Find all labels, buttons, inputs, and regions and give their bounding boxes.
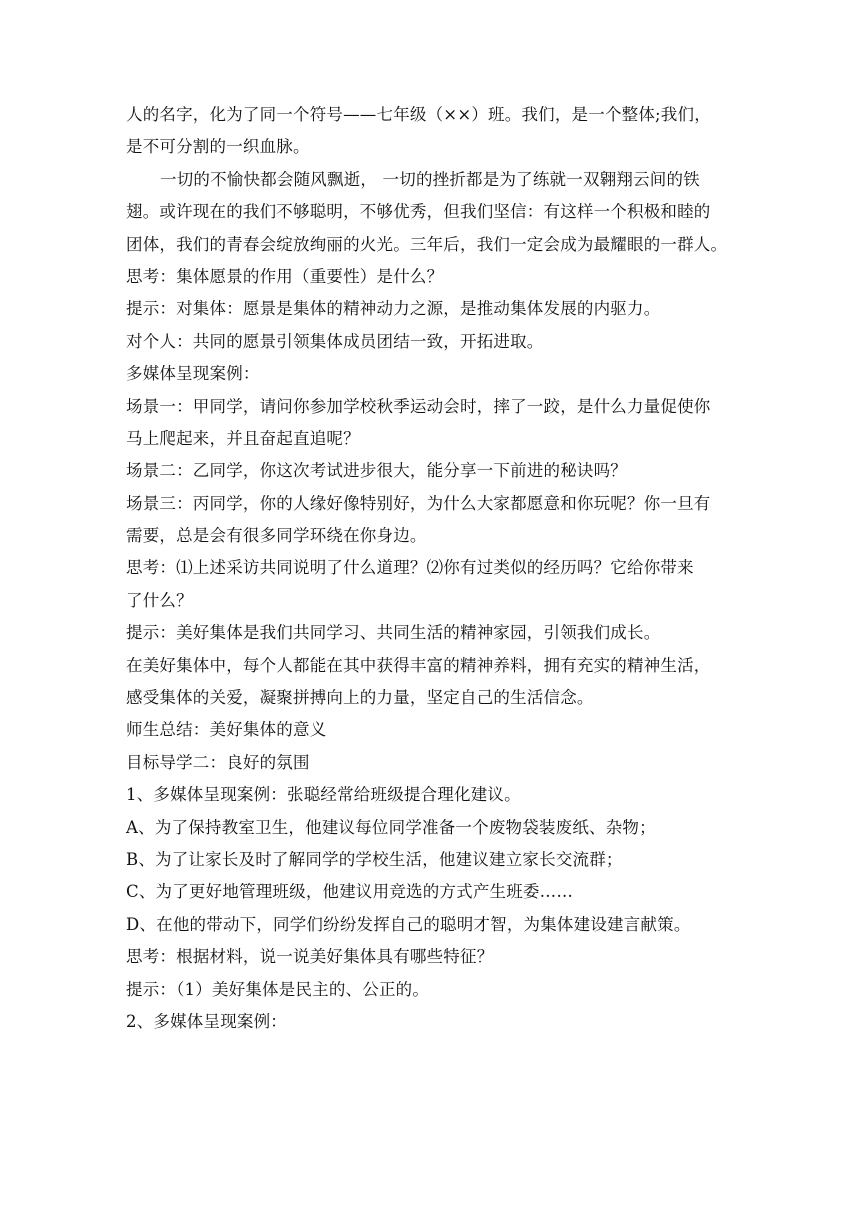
text-line: 多媒体呈现案例： — [126, 364, 260, 384]
text-line: A、为了保持教室卫生，他建议每位同学准备一个废物袋装废纸、杂物； — [126, 817, 656, 837]
text-line: 一切的不愉快都会随风飘逝， 一切的挫折都是为了练就一双翱翔云间的铁 — [160, 169, 700, 189]
text-line: 在美好集体中，每个人都能在其中获得丰富的精神养料，拥有充实的精神生活， — [126, 655, 711, 675]
text-line: 对个人：共同的愿景引领集体成员团结一致，开拓进取。 — [126, 331, 544, 351]
text-line: 师生总结：美好集体的意义 — [126, 720, 327, 740]
text-line: 提示：（1）美好集体是民主的、公正的。 — [126, 979, 430, 999]
text-line: 提示：美好集体是我们共同学习、共同生活的精神家园，引领我们成长。 — [126, 623, 661, 643]
text-line: B、为了让家长及时了解同学的学校生活，他建议建立家长交流群； — [126, 849, 623, 869]
text-line: 了什么？ — [126, 590, 193, 610]
text-line: 翅。或许现在的我们不够聪明，不够优秀，但我们坚信：有这样一个积极和睦的 — [126, 202, 711, 222]
text-line: 场景三：丙同学，你的人缘好像特别好，为什么大家都愿意和你玩呢？你一旦有 — [126, 493, 711, 513]
text-line: 2、多媒体呈现案例： — [126, 1011, 287, 1031]
text-line: 人的名字，化为了同一个符号——七年级（××）班。我们，是一个整体;我们， — [126, 105, 711, 124]
text-line: 团体，我们的青春会绽放绚丽的火光。三年后，我们一定会成为最耀眼的一群人。 — [126, 234, 728, 254]
text-line: 场景一：甲同学，请问你参加学校秋季运动会时，摔了一跤，是什么力量促使你 — [126, 396, 711, 416]
text-line: 是不可分割的一织血脉。 — [126, 137, 310, 157]
text-line: 思考：⑴上述采访共同说明了什么道理？⑵你有过类似的经历吗？它给你带来 — [126, 558, 694, 578]
text-line: 场景二：乙同学，你这次考试进步很大，能分享一下前进的秘诀吗？ — [126, 461, 627, 481]
document-page — [126, 99, 742, 1038]
text-line: D、在他的带动下，同学们纷纷发挥自己的聪明才智，为集体建设建言献策。 — [126, 914, 691, 934]
text-line: 感受集体的关爱，凝聚拼搏向上的力量，坚定自己的生活信念。 — [126, 688, 594, 708]
text-line: C、为了更好地管理班级，他建议用竞选的方式产生班委…… — [126, 882, 574, 902]
text-line: 思考：根据材料，说一说美好集体具有哪些特征？ — [126, 947, 494, 967]
text-line: 马上爬起来，并且奋起直追呢？ — [126, 428, 360, 448]
text-line: 思考：集体愿景的作用（重要性）是什么？ — [126, 266, 444, 286]
text-line: 目标导学二：良好的氛围 — [126, 752, 310, 772]
text-line: 提示：对集体：愿景是集体的精神动力之源，是推动集体发展的内驱力。 — [126, 299, 661, 319]
text-line: 需要，总是会有很多同学环绕在你身边。 — [126, 526, 427, 546]
text-line: 1、多媒体呈现案例：张聪经常给班级提合理化建议。 — [126, 785, 521, 805]
